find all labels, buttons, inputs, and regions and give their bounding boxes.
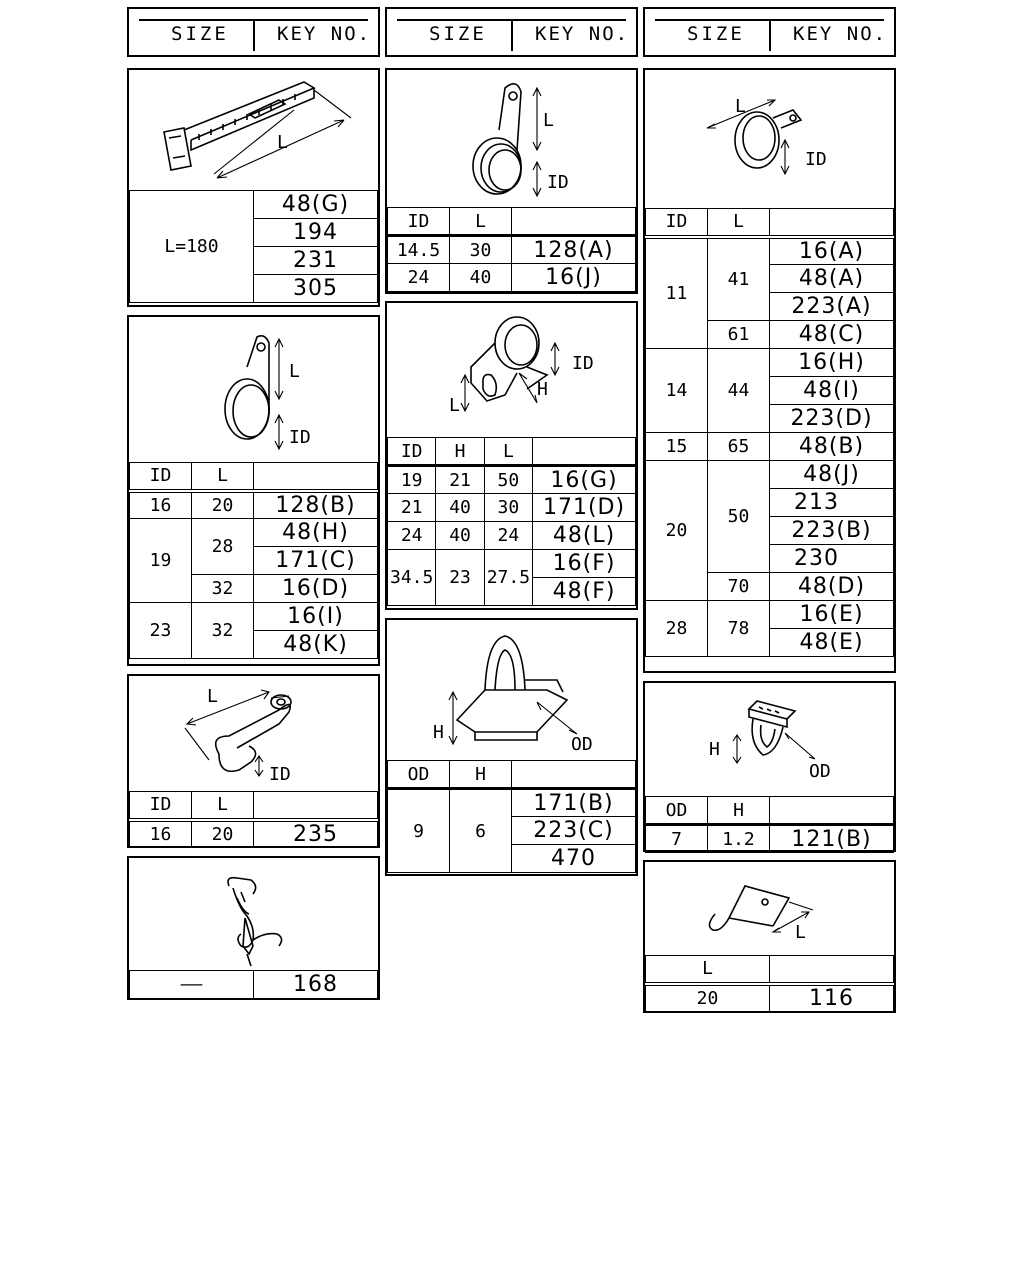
clip-a-illustration <box>129 317 378 462</box>
cell-l: 27.5 <box>484 550 532 606</box>
key-no: 171(D) <box>533 494 636 522</box>
key-no: 194 <box>254 219 378 247</box>
col-header-h: H <box>450 761 512 789</box>
cell-od: 7 <box>646 825 708 853</box>
key-no: 470 <box>512 845 636 873</box>
cell-od: 9 <box>388 789 450 873</box>
key-no: 213 <box>770 489 894 517</box>
clip-g-illustration <box>645 70 894 208</box>
cell-id: 28 <box>646 601 708 657</box>
clip-a-panel <box>127 315 380 666</box>
key-no-header: KEY NO. <box>535 23 630 45</box>
clip-d-l-label: L <box>543 110 554 131</box>
clip-c-table <box>129 970 378 999</box>
clip-d-id-label: ID <box>547 172 569 193</box>
cell-l: 70 <box>708 573 770 601</box>
key-no: 235 <box>254 820 378 848</box>
cell-id: 16 <box>130 820 192 848</box>
header-col3 <box>643 7 896 57</box>
cell-id: 19 <box>130 519 192 603</box>
key-no: 116 <box>770 984 894 1012</box>
cell-h: 40 <box>436 494 484 522</box>
cell-l: 28 <box>192 519 254 575</box>
cable-tie-panel <box>127 68 380 307</box>
cable-tie-size: L=180 <box>130 191 254 303</box>
key-no: 48(C) <box>770 321 894 349</box>
cell-l: 30 <box>450 236 512 264</box>
cell-id: 11 <box>646 237 708 349</box>
clip-h-table <box>645 796 894 853</box>
col-header-od: OD <box>388 761 450 789</box>
clip-f-panel <box>385 618 638 876</box>
cell-id: 14 <box>646 349 708 433</box>
clip-f-h-label: H <box>433 722 444 743</box>
key-no: 48(B) <box>770 433 894 461</box>
cell-l: 61 <box>708 321 770 349</box>
key-no: 223(D) <box>770 405 894 433</box>
col-header-id: ID <box>646 209 708 237</box>
clip-i-table <box>645 955 894 1012</box>
cell-l: 44 <box>708 349 770 433</box>
clip-h-od-label: OD <box>809 761 831 782</box>
col-header-l: L <box>450 208 512 236</box>
clip-h-illustration <box>645 683 894 796</box>
cable-tie-table <box>129 190 378 303</box>
cell-l: 40 <box>450 264 512 292</box>
cell-l: 78 <box>708 601 770 657</box>
key-no: 223(B) <box>770 517 894 545</box>
clip-e-l-label: L <box>449 395 460 416</box>
col-header-key <box>533 438 636 466</box>
clip-a-l-label: L <box>289 361 300 382</box>
clip-i-illustration <box>645 862 894 955</box>
cell-h: 1.2 <box>708 825 770 853</box>
header-col2 <box>385 7 638 57</box>
cable-tie-illustration <box>129 70 378 190</box>
cell-l: 20 <box>192 820 254 848</box>
key-no: 121(B) <box>770 825 894 853</box>
col-header-l: L <box>484 438 532 466</box>
cell-id: 21 <box>388 494 436 522</box>
cell-id: 24 <box>388 522 436 550</box>
clip-a-id-label: ID <box>289 427 311 448</box>
key-no: 48(K) <box>254 631 378 659</box>
col-header-h: H <box>708 797 770 825</box>
col-header-key <box>770 956 894 984</box>
col-header-key <box>770 209 894 237</box>
clip-d-illustration <box>387 70 636 206</box>
clip-i-l-label: L <box>795 922 806 943</box>
key-no: 16(I) <box>254 603 378 631</box>
clip-b-illustration <box>129 676 378 791</box>
cell-l: 24 <box>484 522 532 550</box>
key-no: 16(J) <box>512 264 636 292</box>
cell-id: 20 <box>646 461 708 601</box>
col-header-h: H <box>436 438 484 466</box>
clip-f-illustration <box>387 620 636 760</box>
cell-l: 32 <box>192 603 254 659</box>
col-header-l: L <box>192 463 254 491</box>
key-no: 48(A) <box>770 265 894 293</box>
key-no: 48(F) <box>533 578 636 606</box>
col-header-key <box>770 797 894 825</box>
cell-id: 23 <box>130 603 192 659</box>
cell-h: 40 <box>436 522 484 550</box>
key-no: 48(D) <box>770 573 894 601</box>
clip-a-table <box>129 462 378 659</box>
key-no: 16(F) <box>533 550 636 578</box>
cell-h: 6 <box>450 789 512 873</box>
clip-e-illustration <box>387 303 636 437</box>
col-header-id: ID <box>388 438 436 466</box>
clip-e-panel <box>385 301 638 610</box>
key-no-header: KEY NO. <box>793 23 888 45</box>
key-no: 231 <box>254 247 378 275</box>
clip-i-panel <box>643 860 896 1013</box>
clip-f-table <box>387 760 636 873</box>
key-no: 48(L) <box>533 522 636 550</box>
clip-b-panel <box>127 674 380 848</box>
key-no: 223(C) <box>512 817 636 845</box>
key-no: 128(A) <box>512 236 636 264</box>
cell-h: 21 <box>436 466 484 494</box>
key-no: 305 <box>254 275 378 303</box>
key-no: 16(H) <box>770 349 894 377</box>
clip-e-h-label: H <box>537 379 548 400</box>
cable-tie-l-label: L <box>277 132 288 153</box>
key-no: 16(E) <box>770 601 894 629</box>
key-no: 48(G) <box>254 191 378 219</box>
key-no: 16(D) <box>254 575 378 603</box>
header-col1 <box>127 7 380 57</box>
clip-d-panel <box>385 68 638 294</box>
key-no: 168 <box>254 971 378 999</box>
cell-id: 15 <box>646 433 708 461</box>
size-header: SIZE <box>429 23 487 45</box>
key-no: 48(J) <box>770 461 894 489</box>
key-no-header: KEY NO. <box>277 23 372 45</box>
size-header: SIZE <box>687 23 745 45</box>
cell-l: 41 <box>708 237 770 321</box>
cell-id: 19 <box>388 466 436 494</box>
col-header-l: L <box>192 792 254 820</box>
clip-c-panel <box>127 856 380 1000</box>
clip-b-l-label: L <box>207 686 218 707</box>
clip-b-id-label: ID <box>269 764 291 785</box>
col-header-key <box>254 792 378 820</box>
cell-h: 23 <box>436 550 484 606</box>
key-no: 48(E) <box>770 629 894 657</box>
cell-l: 32 <box>192 575 254 603</box>
cell-l: 50 <box>708 461 770 573</box>
key-no: 230 <box>770 545 894 573</box>
key-no: 16(G) <box>533 466 636 494</box>
col-header-od: OD <box>646 797 708 825</box>
col-header-key <box>254 463 378 491</box>
cell-id: 34.5 <box>388 550 436 606</box>
clip-c-illustration <box>129 858 378 970</box>
key-no: 128(B) <box>254 491 378 519</box>
clip-f-od-label: OD <box>571 734 593 755</box>
col-header-id: ID <box>388 208 450 236</box>
col-header-id: ID <box>130 792 192 820</box>
clip-h-panel <box>643 681 896 852</box>
cell-id: 14.5 <box>388 236 450 264</box>
cell-id: 16 <box>130 491 192 519</box>
cell-l: 20 <box>192 491 254 519</box>
cell-l: 50 <box>484 466 532 494</box>
cell-l: 20 <box>646 984 770 1012</box>
clip-g-table <box>645 208 894 657</box>
col-header-key <box>512 761 636 789</box>
size-header: SIZE <box>171 23 229 45</box>
key-no: 171(C) <box>254 547 378 575</box>
key-no: 48(H) <box>254 519 378 547</box>
clip-h-h-label: H <box>709 739 720 760</box>
col-header-id: ID <box>130 463 192 491</box>
clip-e-id-label: ID <box>572 353 594 374</box>
clip-b-table <box>129 791 378 848</box>
cell-size: —— <box>130 971 254 999</box>
cell-l: 30 <box>484 494 532 522</box>
clip-g-l-label: L <box>735 96 746 117</box>
col-header-l: L <box>646 956 770 984</box>
key-no: 223(A) <box>770 293 894 321</box>
key-no: 48(I) <box>770 377 894 405</box>
col-header-key <box>512 208 636 236</box>
key-no: 171(B) <box>512 789 636 817</box>
clip-e-table <box>387 437 636 606</box>
cell-l: 65 <box>708 433 770 461</box>
cell-id: 24 <box>388 264 450 292</box>
col-header-l: L <box>708 209 770 237</box>
clip-g-id-label: ID <box>805 149 827 170</box>
key-no: 16(A) <box>770 237 894 265</box>
clip-g-panel <box>643 68 896 673</box>
clip-d-table <box>387 207 636 292</box>
